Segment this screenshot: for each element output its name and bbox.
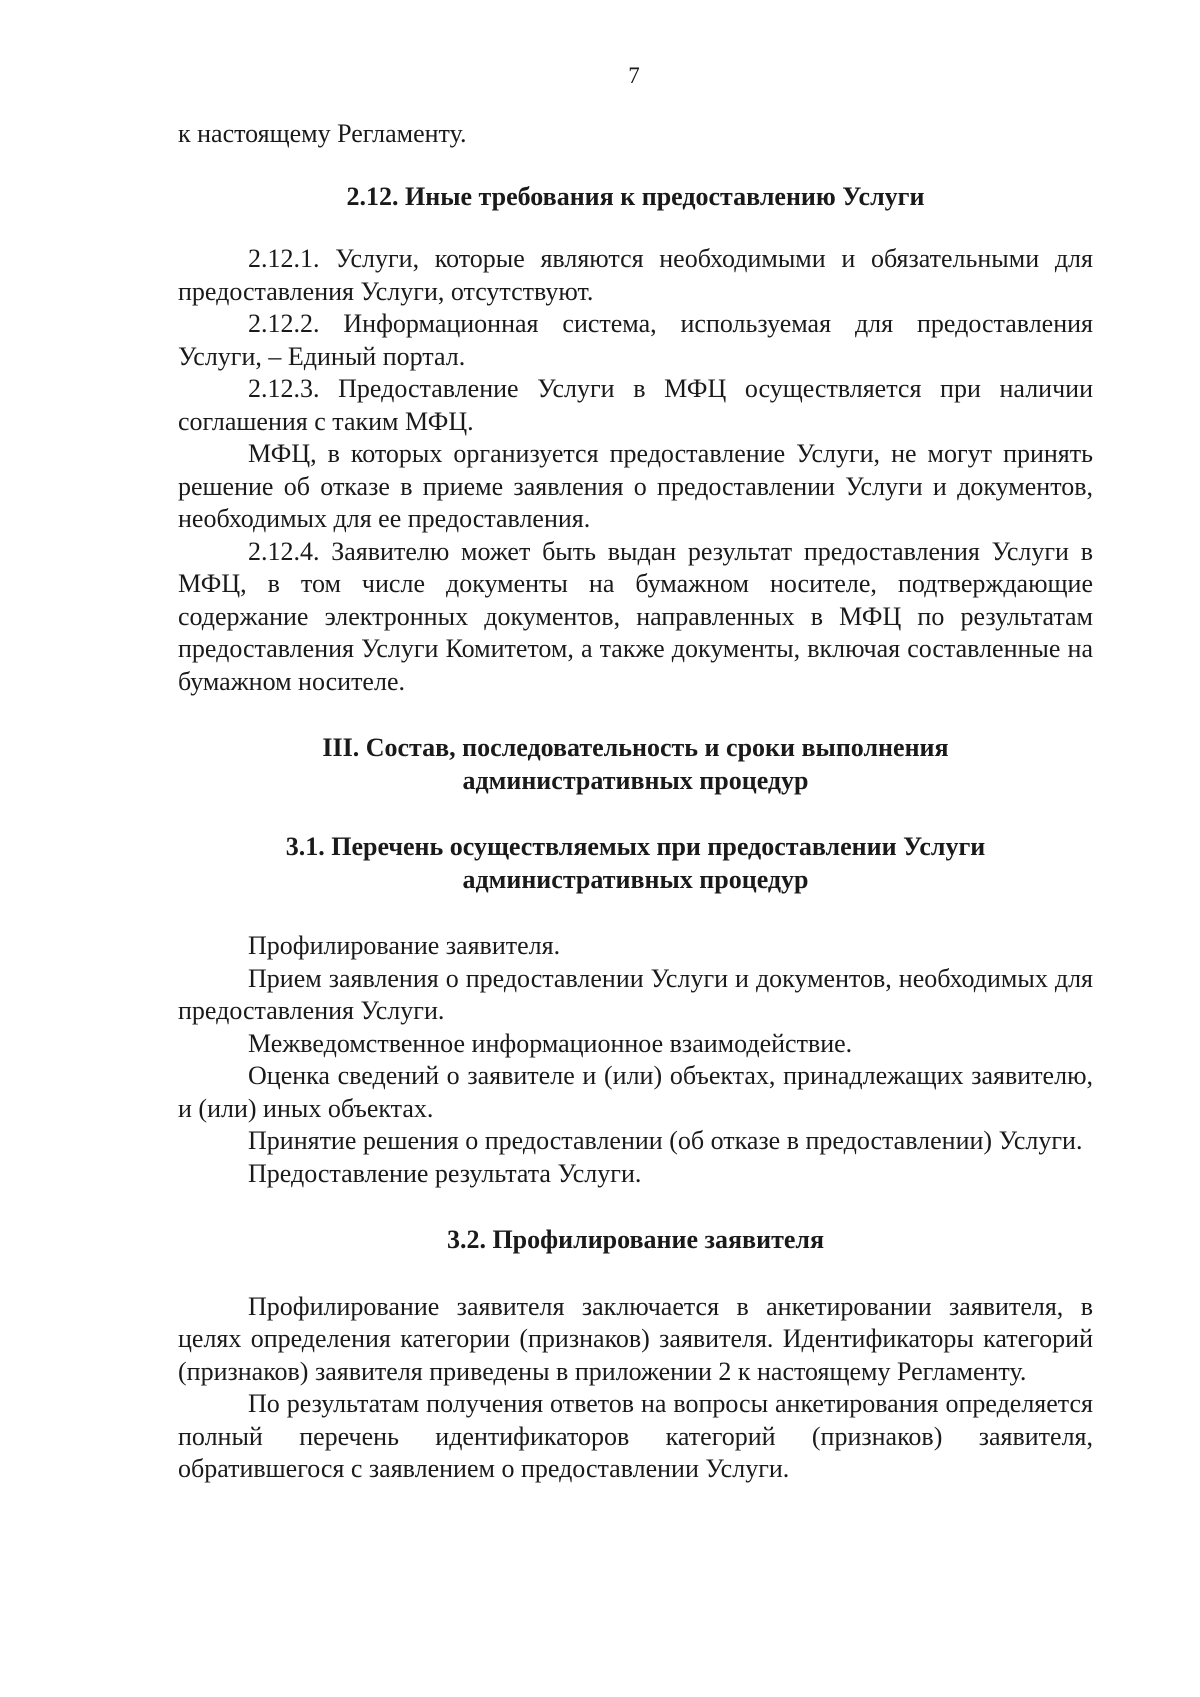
paragraph-profiling-2: По результатам получения ответов на вопросы анкетирования определяется полный перечень идентификаторов категорий (признаков) заявителя, обратившегося с заявлением о предоставлении Услуги. (178, 1389, 1093, 1483)
intro-line: к настоящему Регламенту. (178, 119, 467, 148)
section-3-1-heading-line-2: административных процедур (462, 864, 809, 894)
section-III-heading-line-2: административных процедур (462, 765, 809, 795)
section-3-1-heading (178, 831, 1093, 896)
paragraph-profiling-1: Профилирование заявителя заключается в анкетировании заявителя, в целях определения категории (признаков) заявителя. Идентификаторы категорий (признаков) заявителя приведены в приложении 2 к настоящему Регламенту. (178, 1291, 1093, 1386)
procedure-item: Оценка сведений о заявителе и (или) объектах, принадлежащих заявителю, и (или) иных объектах. (178, 1061, 1093, 1123)
paragraph-2-12-1: 2.12.1. Услуги, которые являются необходимыми и обязательными для предоставления Услуги, отсутствуют. (178, 244, 1093, 306)
page-number: 7 (628, 63, 640, 88)
section-III-heading (178, 732, 1093, 797)
section-2-12-heading: 2.12. Иные требования к предоставлению Услуги (346, 181, 925, 211)
procedure-item: Профилирование заявителя. (248, 931, 561, 960)
section-3-2-heading: 3.2. Профилирование заявителя (446, 1225, 825, 1254)
section-III-heading-line-1: III. Состав, последовательность и сроки выполнения (322, 733, 949, 762)
paragraph-2-12-2: 2.12.2. Информационная система, используемая для предоставления Услуги, – Единый портал. (178, 309, 1093, 371)
document-body (178, 118, 1093, 1486)
paragraph-2-12-4: 2.12.4. Заявителю может быть выдан результат предоставления Услуги в МФЦ, в том числе документы на бумажном носителе, подтверждающие содержание электронных документов, направленных в МФЦ по результатам предоставления Услуги Комитетом, а также документы, включая составленные на бумажном носителе. (178, 536, 1093, 696)
procedure-item: Межведомственное информационное взаимодействие. (248, 1028, 853, 1058)
procedure-item: Принятие решения о предоставлении (об отказе в предоставлении) Услуги. (248, 1126, 1083, 1155)
paragraph-2-12-3: 2.12.3. Предоставление Услуги в МФЦ осуществляется при наличии соглашения с таким МФЦ. (178, 374, 1093, 436)
paragraph-mfc: МФЦ, в которых организуется предоставление Услуги, не могут принять решение об отказе в приеме заявления о предоставлении Услуги и документов, необходимых для ее предоставления. (178, 439, 1093, 533)
section-3-1-heading-line-1: 3.1. Перечень осуществляемых при предоставлении Услуги (285, 832, 986, 861)
procedure-item: Предоставление результата Услуги. (248, 1158, 642, 1188)
procedure-item: Прием заявления о предоставлении Услуги и документов, необходимых для предоставления Услуги. (178, 963, 1093, 1025)
